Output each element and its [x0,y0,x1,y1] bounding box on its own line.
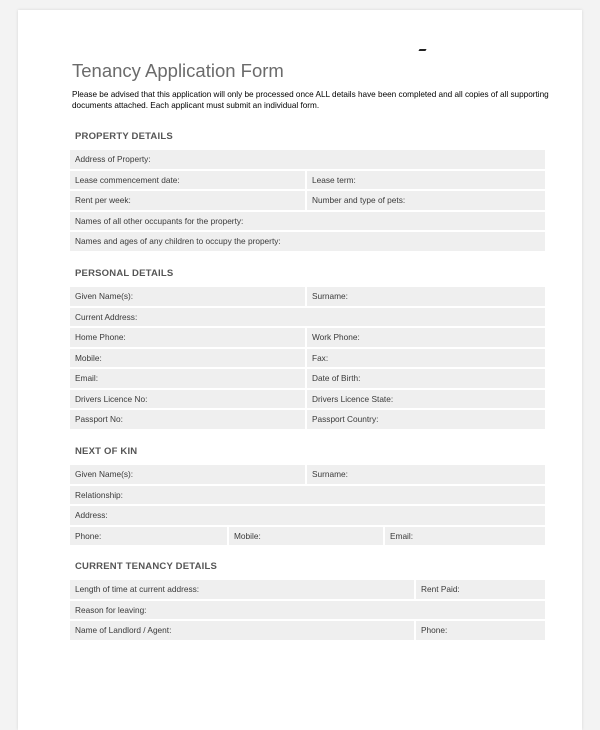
form-row [70,287,545,306]
given-names-field[interactable]: Given Name(s): [70,287,305,306]
form-row [70,308,545,327]
passport-country-field[interactable]: Passport Country: [307,410,545,429]
form-row [70,410,545,429]
kin-mobile-field[interactable]: Mobile: [229,527,383,546]
form-row [70,621,545,640]
section-heading: CURRENT TENANCY DETAILS [75,561,218,572]
time-at-address-field[interactable]: Length of time at current address: [70,580,414,599]
intro-text: Please be advised that this application will only be processed once ALL details have been completed and all copies of all supporting documents attached. Each applicant must submit an individual form. [72,90,549,110]
form-row [70,232,545,251]
reason-for-leaving-field[interactable]: Reason for leaving: [70,601,545,620]
form-row [70,506,545,525]
form-row [70,390,545,409]
form-row [70,580,545,599]
form-row [70,601,545,620]
surname-field[interactable]: Surname: [307,287,545,306]
form-row [70,171,545,190]
licence-number-field[interactable]: Drivers Licence No: [70,390,305,409]
section-heading: PROPERTY DETAILS [75,131,173,142]
form-row [70,465,545,484]
section-heading: PERSONAL DETAILS [75,268,174,279]
kin-given-names-field[interactable]: Given Name(s): [70,465,305,484]
decorative-mark [418,49,426,51]
kin-address-field[interactable]: Address: [70,506,545,525]
property-details-section [70,130,545,253]
mobile-field[interactable]: Mobile: [70,349,305,368]
pets-field[interactable]: Number and type of pets: [307,191,545,210]
current-tenancy-section [70,560,545,642]
form-row [70,527,545,546]
landlord-name-field[interactable]: Name of Landlord / Agent: [70,621,414,640]
form-row [70,328,545,347]
fax-field[interactable]: Fax: [307,349,545,368]
section-heading: NEXT OF KIN [75,446,138,457]
passport-number-field[interactable]: Passport No: [70,410,305,429]
work-phone-field[interactable]: Work Phone: [307,328,545,347]
rent-per-week-field[interactable]: Rent per week: [70,191,305,210]
form-row [70,369,545,388]
form-row [70,150,545,169]
rent-paid-field[interactable]: Rent Paid: [416,580,545,599]
landlord-phone-field[interactable]: Phone: [416,621,545,640]
licence-state-field[interactable]: Drivers Licence State: [307,390,545,409]
form-page [18,10,582,730]
children-field[interactable]: Names and ages of any children to occupy the property: [70,232,545,251]
current-address-field[interactable]: Current Address: [70,308,545,327]
form-row [70,191,545,210]
lease-term-field[interactable]: Lease term: [307,171,545,190]
page-title: Tenancy Application Form [72,60,284,81]
kin-surname-field[interactable]: Surname: [307,465,545,484]
form-row [70,349,545,368]
kin-phone-field[interactable]: Phone: [70,527,227,546]
kin-relationship-field[interactable]: Relationship: [70,486,545,505]
kin-email-field[interactable]: Email: [385,527,545,546]
personal-details-section [70,267,545,431]
email-field[interactable]: Email: [70,369,305,388]
other-occupants-field[interactable]: Names of all other occupants for the property: [70,212,545,231]
home-phone-field[interactable]: Home Phone: [70,328,305,347]
address-of-property-field[interactable]: Address of Property: [70,150,545,169]
form-row [70,486,545,505]
lease-commencement-field[interactable]: Lease commencement date: [70,171,305,190]
next-of-kin-section [70,445,545,547]
form-row [70,212,545,231]
date-of-birth-field[interactable]: Date of Birth: [307,369,545,388]
